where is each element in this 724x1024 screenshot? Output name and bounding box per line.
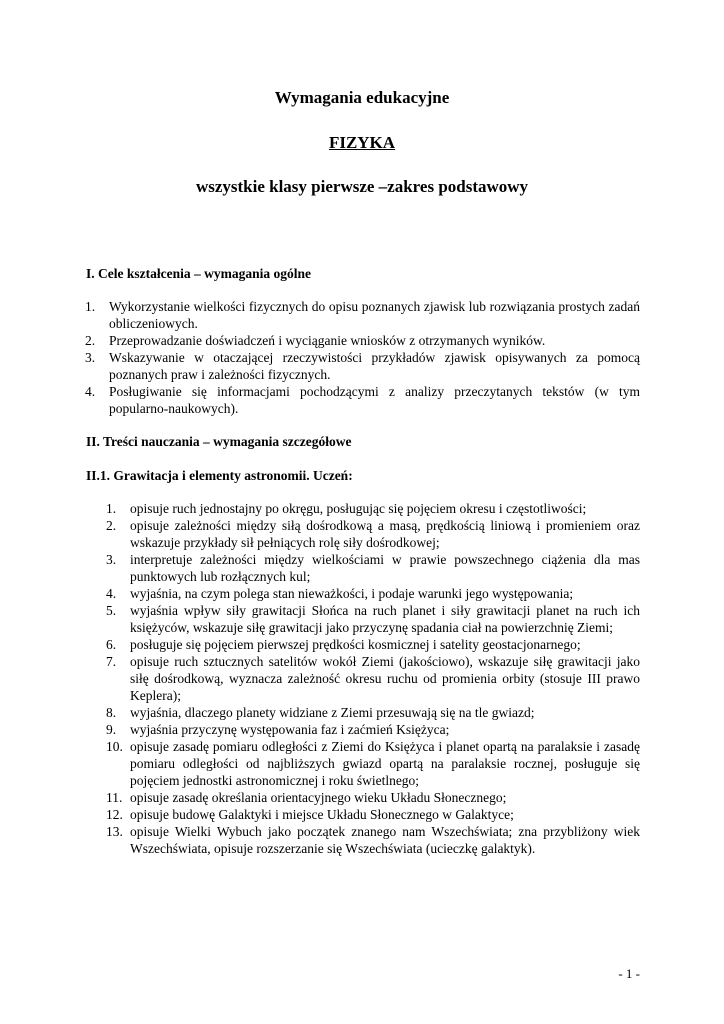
item-number: 4. <box>106 586 117 601</box>
section-heading-goals: I. Cele kształcenia – wymagania ogólne <box>86 266 311 281</box>
item-text: opisuje ruch jednostajny po okręgu, posługując się pojęciem okresu i częstotliwości; <box>130 501 587 516</box>
list-item <box>106 602 640 636</box>
item-number: 2. <box>85 333 96 348</box>
item-number: 1. <box>85 299 96 314</box>
list-item <box>106 823 640 857</box>
item-number: 4. <box>85 384 96 399</box>
item-text: interpretuje zależności między wielkościami w prawie powszechnego ciążenia dla mas punktowych lub rozłącznych kul; <box>130 552 640 584</box>
item-number: 12. <box>106 807 123 822</box>
item-number: 11. <box>106 790 123 805</box>
item-number: 3. <box>85 350 96 365</box>
item-number: 3. <box>106 552 117 567</box>
item-number: 9. <box>106 722 117 737</box>
subject-title: FIZYKA <box>328 133 396 152</box>
item-number: 13. <box>106 824 123 839</box>
item-text: opisuje Wielki Wybuch jako początek znanego nam Wszechświata; zna przybliżony wiek Wszechświata, opisuje rozszerzanie się Wszechświata (ucieczkę galaktyk). <box>130 824 640 856</box>
item-text: Posługiwanie się informacjami pochodzącymi z analizy przeczytanych tekstów (w tym popularno-naukowych). <box>109 384 640 416</box>
list-item <box>106 704 640 721</box>
list-item <box>85 383 640 417</box>
item-text: Przeprowadzanie doświadczeń i wyciąganie wniosków z otrzymanych wyników. <box>109 333 546 348</box>
list-item <box>106 789 640 806</box>
item-text: opisuje zasadę określania orientacyjnego wieku Układu Słonecznego; <box>130 790 507 805</box>
section-heading-content: II. Treści nauczania – wymagania szczegółowe <box>86 434 352 449</box>
list-item <box>106 585 640 602</box>
item-text: posługuje się pojęciem pierwszej prędkości kosmicznej i satelity geostacjonarnego; <box>130 637 581 652</box>
item-number: 1. <box>106 501 117 516</box>
list-item <box>106 517 640 551</box>
item-text: opisuje zasadę pomiaru odległości z Ziemi do Księżyca i planet opartą na paralaksie i zasadę pomiaru odległości od najbliższych gwiazd opartą na paralaksie rocznej, posługuje się pojęciem jednostki astronomicznej i roku świetlnego; <box>130 739 640 788</box>
item-number: 8. <box>106 705 117 720</box>
item-text: wyjaśnia wpływ siły grawitacji Słońca na ruch planet i siły grawitacji planet na ruch ich księżyców, wskazuje siłę grawitacji jako przyczynę spadania ciał na powierzchnię Ziemi; <box>130 603 640 635</box>
scope-title: wszystkie klasy pierwsze –zakres podstawowy <box>195 177 529 196</box>
item-text: Wskazywanie w otaczającej rzeczywistości przykładów zjawisk opisywanych za pomocą poznanych praw i zależności fizycznych. <box>109 350 640 382</box>
page-number: - 1 - <box>618 966 640 981</box>
item-text: opisuje zależności między siłą dośrodkową a masą, prędkością liniową i promieniem oraz wskazuje przykłady sił pełniących rolę siły dośrodkowej; <box>130 518 640 550</box>
item-number: 7. <box>106 654 117 669</box>
item-text: wyjaśnia, na czym polega stan nieważkości, i podaje warunki jego występowania; <box>130 586 574 601</box>
item-text: wyjaśnia przyczynę występowania faz i zaćmień Księżyca; <box>130 722 450 737</box>
requirements-list <box>106 500 640 857</box>
subsection-heading-gravity: II.1. Grawitacja i elementy astronomii. Uczeń: <box>86 468 353 483</box>
list-item <box>106 636 640 653</box>
list-item <box>85 332 640 349</box>
item-text: opisuje budowę Galaktyki i miejsce Układu Słonecznego w Galaktyce; <box>130 807 514 822</box>
list-item <box>106 738 640 789</box>
list-item <box>85 298 640 332</box>
item-text: Wykorzystanie wielkości fizycznych do opisu poznanych zjawisk lub rozwiązania prostych zadań obliczeniowych. <box>109 299 640 331</box>
item-number: 5. <box>106 603 117 618</box>
item-number: 6. <box>106 637 117 652</box>
item-number: 10. <box>106 739 123 754</box>
item-text: wyjaśnia, dlaczego planety widziane z Ziemi przesuwają się na tle gwiazd; <box>130 705 535 720</box>
list-item <box>106 806 640 823</box>
list-item <box>106 653 640 704</box>
list-item <box>106 500 640 517</box>
goals-list <box>85 298 640 417</box>
document-title: Wymagania edukacyjne <box>274 88 450 107</box>
item-number: 2. <box>106 518 117 533</box>
item-text: opisuje ruch sztucznych satelitów wokół Ziemi (jakościowo), wskazuje siłę grawitacji jako siłę dośrodkową, wyznacza zależność okresu ruchu od promienia orbity (stosuje III prawo Keplera); <box>130 654 640 703</box>
list-item <box>85 349 640 383</box>
list-item <box>106 551 640 585</box>
list-item <box>106 721 640 738</box>
